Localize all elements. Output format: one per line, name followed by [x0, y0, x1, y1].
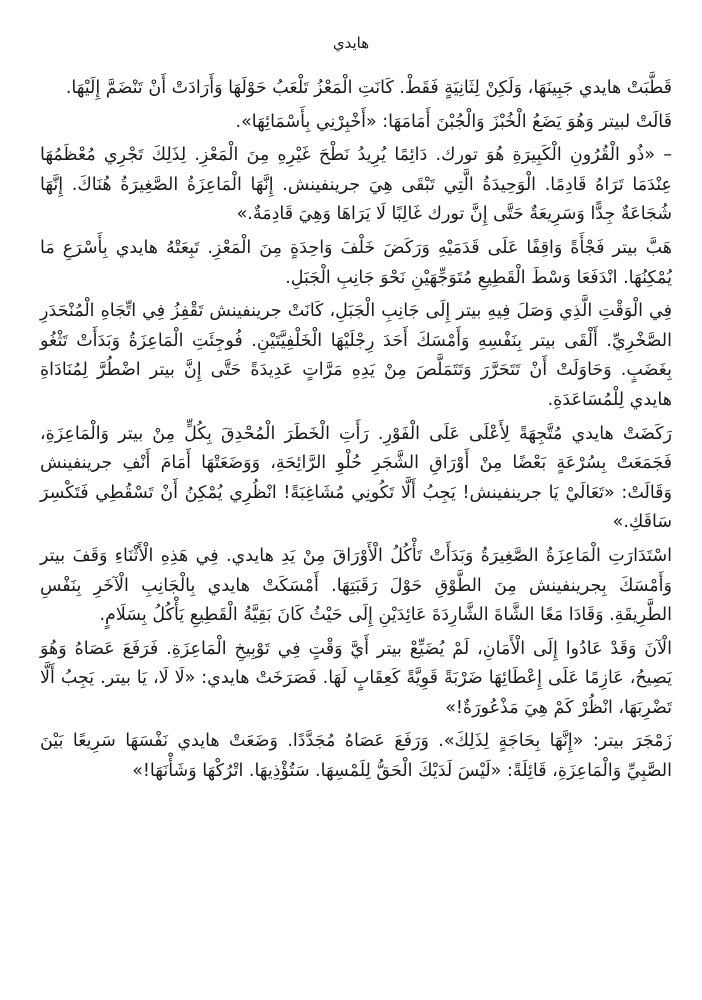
- paragraph: قَالَتْ لبيتر وَهُوَ يَضَعُ الْخُبْزَ وَالْجُبْنَ أَمَامَهَا: «أَخْبِرْنِي بِأَسْمَائِهَا».: [235, 111, 672, 132]
- paragraph: اسْتَدَارَتِ الْمَاعِزَةُ الصَّغِيرَةُ وَبَدَأَتْ تَأْكُلُ الْأَوْرَاقَ مِنْ يَدِ هايدي. فِي هَذِهِ الْأَثْنَاءِ وَقَفَ بيتر وَأَمْسَكَ بِجرينفينش مِنَ الطَّوْقِ حَوْلَ رَقَبَتِهَا. أَمْسَكَتْ هايدي بِالْجَانِبِ الْآخَرِ بِنَفْسِ الطَّرِيقَةِ. وَقَادَا مَعًا الشَّاةَ الشَّارِدَةَ عَائِدَيْنِ إِلَى حَيْثُ كَانَ بَقِيَّةُ الْقَطِيعِ يَأْكُلُ بِسَلَامٍ.: [40, 545, 672, 626]
- paragraph: قَطَّبَتْ هايدي جَبِينَهَا، وَلَكِنْ لِثَانِيَةٍ فَقَطْ. كَانَتِ الْمَعْزُ تَلْعَبُ حَوْلَهَا وَأَرَادَتْ أَنْ تَنْضَمَّ إِلَيْهَا.: [65, 78, 672, 98]
- paragraph: رَكَضَتْ هايدي مُتَّجِهَةً لِأَعْلَى عَلَى الْفَوْرِ. رَأَتِ الْخَطَرَ الْمُحْدِقَ بِكُلٍّ مِنْ بيتر وَالْمَاعِزَةِ، فَجَمَعَتْ بِسُرْعَةٍ بَعْضًا مِنْ أَوْرَاقِ الشَّجَرِ حُلْوِ الرَّائِحَةِ، وَوَضَعَتْهَا أَمَامَ أَنْفِ جرينفينش وَقَالَتْ: «تَعَالَيْ يَا جرينفينش! يَجِبُ أَلَّا تَكُونِي مُشَاغِبَةً! انْظُرِي يُمْكِنُ أَنْ تَسْقُطِي فَتَكْسِرَ سَاقَكِ.»: [40, 423, 672, 533]
- paragraph: هَبَّ بيتر فَجْأَةً وَاقِفًا عَلَى قَدَمَيْهِ وَرَكَضَ خَلْفَ وَاحِدَةٍ مِنَ الْمَعْزِ. تَبِعَتْهُ هايدي بِأَسْرَعِ مَا يُمْكِنُهَا. انْدَفَعَا وَسْطَ الْقَطِيعِ مُتَوَجِّهَيْنِ نَحْوَ جَانِبِ الْجَبَلِ.: [40, 237, 672, 288]
- paragraph: زَمْجَرَ بيتر: «إِنَّهَا بِحَاجَةٍ لِذَلِكَ». وَرَفَعَ عَصَاهُ مُجَدَّدًا. وَضَعَتْ هايدي نَفْسَهَا سَرِيعًا بَيْنَ الصَّبِيِّ وَالْمَاعِزَةِ، قَائِلَةً: «لَيْسَ لَدَيْكَ الْحَقُّ لِلَمْسِهَا. سَتُؤْذِيهَا. اتْرُكْهَا وَشَأْنَهَا!»: [40, 731, 672, 782]
- running-header: هايدي: [332, 34, 370, 52]
- paragraph: – «ذُو الْقُرُونِ الْكَبِيرَةِ هُوَ تورك. دَائِمًا يُرِيدُ نَطْحَ غَيْرِهِ مِنَ الْمَعْزِ. لِذَلِكَ تَجْرِي مُعْظَمُهَا عِنْدَمَا تَرَاهُ قَادِمًا. الْوَحِيدَةُ الَّتِي تَبْقَى هِيَ جرينفينش. إِنَّهَا الْمَاعِزَةُ الصَّغِيرَةُ هُنَاكَ. إِنَّهَا شُجَاعَةٌ جِدًّا وَسَرِيعَةٌ حَتَّى إِنَّ تورك غَالِبًا لَا يَرَاهَا وَهِيَ قَادِمَةٌ.»: [40, 145, 672, 225]
- paragraph: فِي الْوَقْتِ الَّذِي وَصَلَ فِيهِ بيتر إِلَى جَانِبِ الْجَبَلِ، كَانَتْ جرينفينش تَقْفِزُ فِي اتِّجَاهِ الْمُنْحَدَرِ الصَّخْرِيِّ. أَلْقَى بيتر بِنَفْسِهِ وَأَمْسَكَ أَحَدَ رِجْلَيْهَا الْخَلْفِيَّتَيْنِ. فُوجِئَتِ الْمَاعِزَةُ وَبَدَأَتْ تَثْغُو بِغَضَبٍ. وَحَاوَلَتْ أَنْ تَتَحَرَّرَ وَتَتَمَلَّصَ مِنْ يَدِهِ مَرَّاتٍ عَدِيدَةً حَتَّى إِنَّ بيتر اضْطُرَّ لِمُنَادَاةِ هايدي لِلْمُسَاعَدَةِ.: [40, 301, 672, 410]
- paragraph: الْآنَ وَقَدْ عَادُوا إِلَى الْأَمَانِ، لَمْ يُضَيِّعْ بيتر أَيَّ وَقْتٍ فِي تَوْبِيخِ الْمَاعِزَةِ. فَرَفَعَ عَصَاهُ وَهُوَ يَصِيحُ، عَازِمًا عَلَى إِعْطَائِهَا ضَرْبَةً قَوِيَّةً كَعِقَابٍ لَهَا. فَصَرَخَتْ هايدي: «لَا لَا، يَا بيتر. يَجِبُ أَلَّا تَضْرِبَهَا، انْظُرْ كَمْ هِيَ مَذْعُورَةٌ!»: [40, 638, 672, 718]
- page-body: [40, 74, 672, 791]
